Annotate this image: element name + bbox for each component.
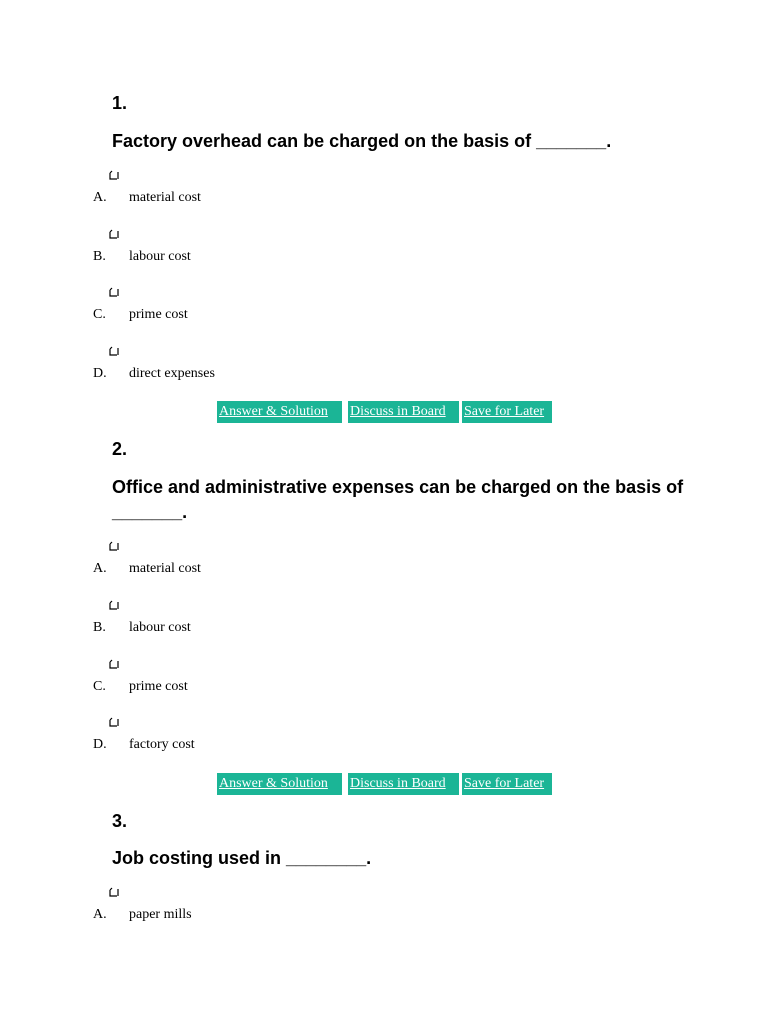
- radio-button-icon[interactable]: [109, 600, 120, 611]
- question-text: Office and administrative expenses can be charged on the basis of _______.: [112, 477, 684, 522]
- option-text: paper mills: [129, 907, 192, 922]
- option-text: direct expenses: [129, 366, 215, 381]
- radio-button-icon[interactable]: [109, 287, 120, 298]
- radio-button-icon[interactable]: [109, 887, 120, 898]
- save-for-later-button[interactable]: Save for Later: [462, 773, 552, 795]
- option-text: material cost: [129, 190, 201, 205]
- answer-solution-button[interactable]: Answer & Solution: [217, 773, 342, 795]
- option-letter: C.: [93, 679, 106, 694]
- discuss-in-board-button[interactable]: Discuss in Board: [348, 773, 459, 795]
- option-letter: B.: [93, 249, 106, 264]
- option-text: material cost: [129, 561, 201, 576]
- option-letter: C.: [93, 307, 106, 322]
- radio-button-icon[interactable]: [109, 346, 120, 357]
- question-number: 3.: [112, 811, 128, 831]
- discuss-in-board-button[interactable]: Discuss in Board: [348, 401, 459, 423]
- option-letter: A.: [93, 561, 107, 576]
- option-text: prime cost: [129, 307, 188, 322]
- option-text: factory cost: [129, 737, 195, 752]
- question-text: Job costing used in ________.: [112, 848, 372, 868]
- option-letter: A.: [93, 907, 107, 922]
- radio-button-icon[interactable]: [109, 717, 120, 728]
- answer-solution-button[interactable]: Answer & Solution: [217, 401, 342, 423]
- option-letter: D.: [93, 737, 107, 752]
- radio-button-icon[interactable]: [109, 659, 120, 670]
- radio-button-icon[interactable]: [109, 229, 120, 240]
- radio-button-icon[interactable]: [109, 541, 120, 552]
- question-number: 2.: [112, 439, 128, 459]
- option-letter: D.: [93, 366, 107, 381]
- option-letter: B.: [93, 620, 106, 635]
- option-letter: A.: [93, 190, 107, 205]
- option-text: prime cost: [129, 679, 188, 694]
- radio-button-icon[interactable]: [109, 170, 120, 181]
- option-text: labour cost: [129, 249, 191, 264]
- question-number: 1.: [112, 93, 128, 113]
- save-for-later-button[interactable]: Save for Later: [462, 401, 552, 423]
- option-text: labour cost: [129, 620, 191, 635]
- question-text: Factory overhead can be charged on the basis of _______.: [112, 131, 612, 151]
